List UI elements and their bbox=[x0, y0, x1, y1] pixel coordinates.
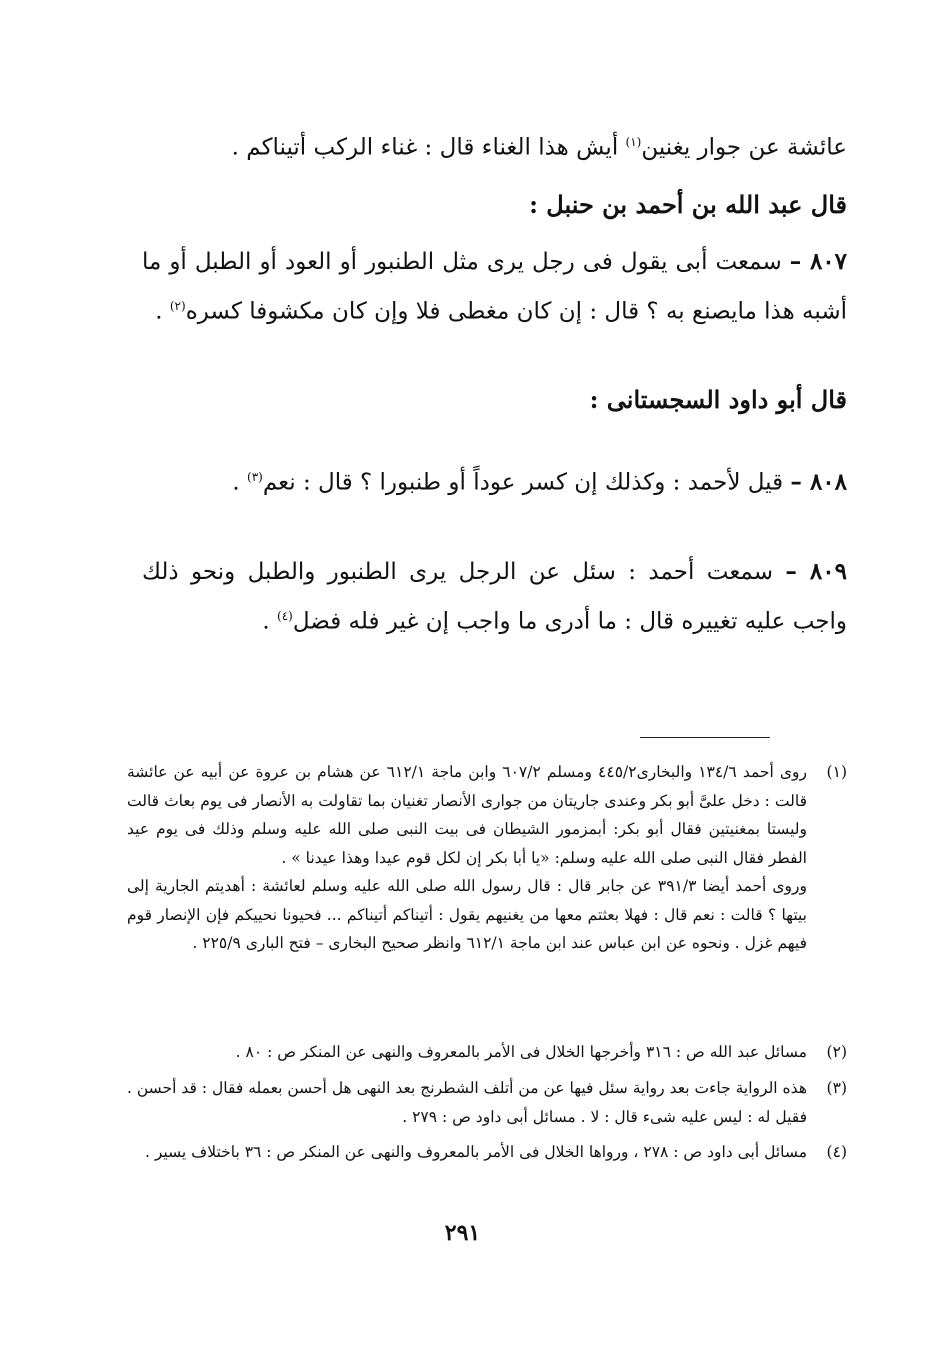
footnote-3 bbox=[127, 1074, 847, 1131]
paragraph-809: ٨٠٩ – سمعت أحمد : سئل عن الرجل يرى الطنبور والطبل ونحو ذلك واجب عليه تغييره قال : ما أدرى ما واجب إن غير فله فضل$^{(٤)}$ . bbox=[142, 558, 847, 635]
footnote-paragraph: مسائل أبى داود ص : ٢٧٨ ، ورواها الخلال فى الأمر بالمعروف والنهى عن المنكر ص : ٣٦ باختلاف يسير . bbox=[145, 1143, 807, 1161]
footnote-ref-1: (١) bbox=[625, 135, 642, 149]
paragraph-808: ٨٠٨ – قيل لأحمد : وكذلك إن كسر عوداً أو طنبورا ؟ قال : نعم$^{(٣)}$ . bbox=[232, 468, 847, 496]
page-number: ٢٩١ bbox=[444, 1220, 481, 1246]
footnote-ref-4: (٤) bbox=[277, 609, 293, 623]
footnote-paragraph: مسائل عبد الله ص : ٣١٦ وأخرجها الخلال فى الأمر بالمعروف والنهى عن المنكر ص : ٨٠ . bbox=[235, 1043, 807, 1061]
footnote-mark: (٤) bbox=[826, 1143, 847, 1161]
footnote-mark: (٢) bbox=[826, 1043, 847, 1061]
paragraph-number-807: ٨٠٧ – bbox=[789, 248, 847, 275]
footnote-ref-3: (٣) bbox=[247, 470, 263, 484]
footnote-mark: (٣) bbox=[826, 1079, 847, 1097]
heading-abdullah: قال عبد الله بن أحمد بن حنبل : bbox=[529, 190, 847, 219]
footnote-1 bbox=[127, 758, 847, 958]
footnote-2 bbox=[127, 1038, 847, 1067]
footnote-paragraph: روى أحمد ١٣٤/٦ والبخارى٤٤٥/٢ ومسلم ٦٠٧/٢ وابن ماجة ٦١٢/١ عن هشام بن عروة عن أبيه عن عائشة قالت : دخل علىَّ أبو بكر وعندى جاريتان من جوارى الأنصار تغنيان بما تقاولت به الأنصار فى يوم بعاث قالت وليستا بمغنيتين فقال أبو بكر: أبمزمور الشيطان فى بيت النبى صلى الله عليه وسلم وذلك فى يوم عيد الفطر فقال النبى صلى الله عليه وسلم: «يا أبا بكر إن لكل قوم عيدا وهذا عيدنا » . bbox=[127, 763, 807, 867]
footnote-separator bbox=[640, 737, 770, 738]
footnote-paragraph: هذه الرواية جاءت بعد رواية سئل فيها عن من أتلف الشطرنج بعد النهى هل أحسن بعمله فقال : قد أحسن . فقيل له : ليس عليه شىء قال : لا . مسائل أبى داود ص : ٢٧٩ . bbox=[127, 1079, 807, 1126]
paragraph-807: ٨٠٧ – سمعت أبى يقول فى رجل يرى مثل الطنبور أو العود أو الطبل أو ما أشبه هذا مايصنع به ؟ قال : إن كان مغطى فلا وإن كان مكشوفا كسره$^{(٢)}$ . bbox=[142, 248, 847, 325]
text-line-1: عائشة عن جوار يغنين$^{(١)}$ أيش هذا الغناء قال : غناء الركب أتيناكم . bbox=[231, 134, 847, 161]
paragraph-number-809: ٨٠٩ – bbox=[785, 558, 847, 585]
footnote-paragraph: وروى أحمد أيضا ٣٩١/٣ عن جابر قال : قال رسول الله صلى الله عليه وسلم لعائشة : أهديتم الجارية إلى بيتها ؟ قالت : نعم قال : فهلا بعثتم معها من يغنيهم يقول : أتيناكم أتيناكم ... فحيونا نحييكم فإن الإنصار قوم فيهم غزل . ونحوه عن ابن عباس عند ابن ماجة ٦١٢/١ وانظر صحيح البخارى – فتح البارى ٢٢٥/٩ . bbox=[127, 877, 807, 952]
footnote-mark: (١) bbox=[826, 763, 847, 781]
footnote-4 bbox=[127, 1138, 847, 1167]
footnote-ref-2: (٢) bbox=[169, 299, 186, 313]
heading-abu-dawud: قال أبو داود السجستانى : bbox=[589, 385, 847, 414]
paragraph-number-808: ٨٠٨ – bbox=[790, 468, 847, 496]
